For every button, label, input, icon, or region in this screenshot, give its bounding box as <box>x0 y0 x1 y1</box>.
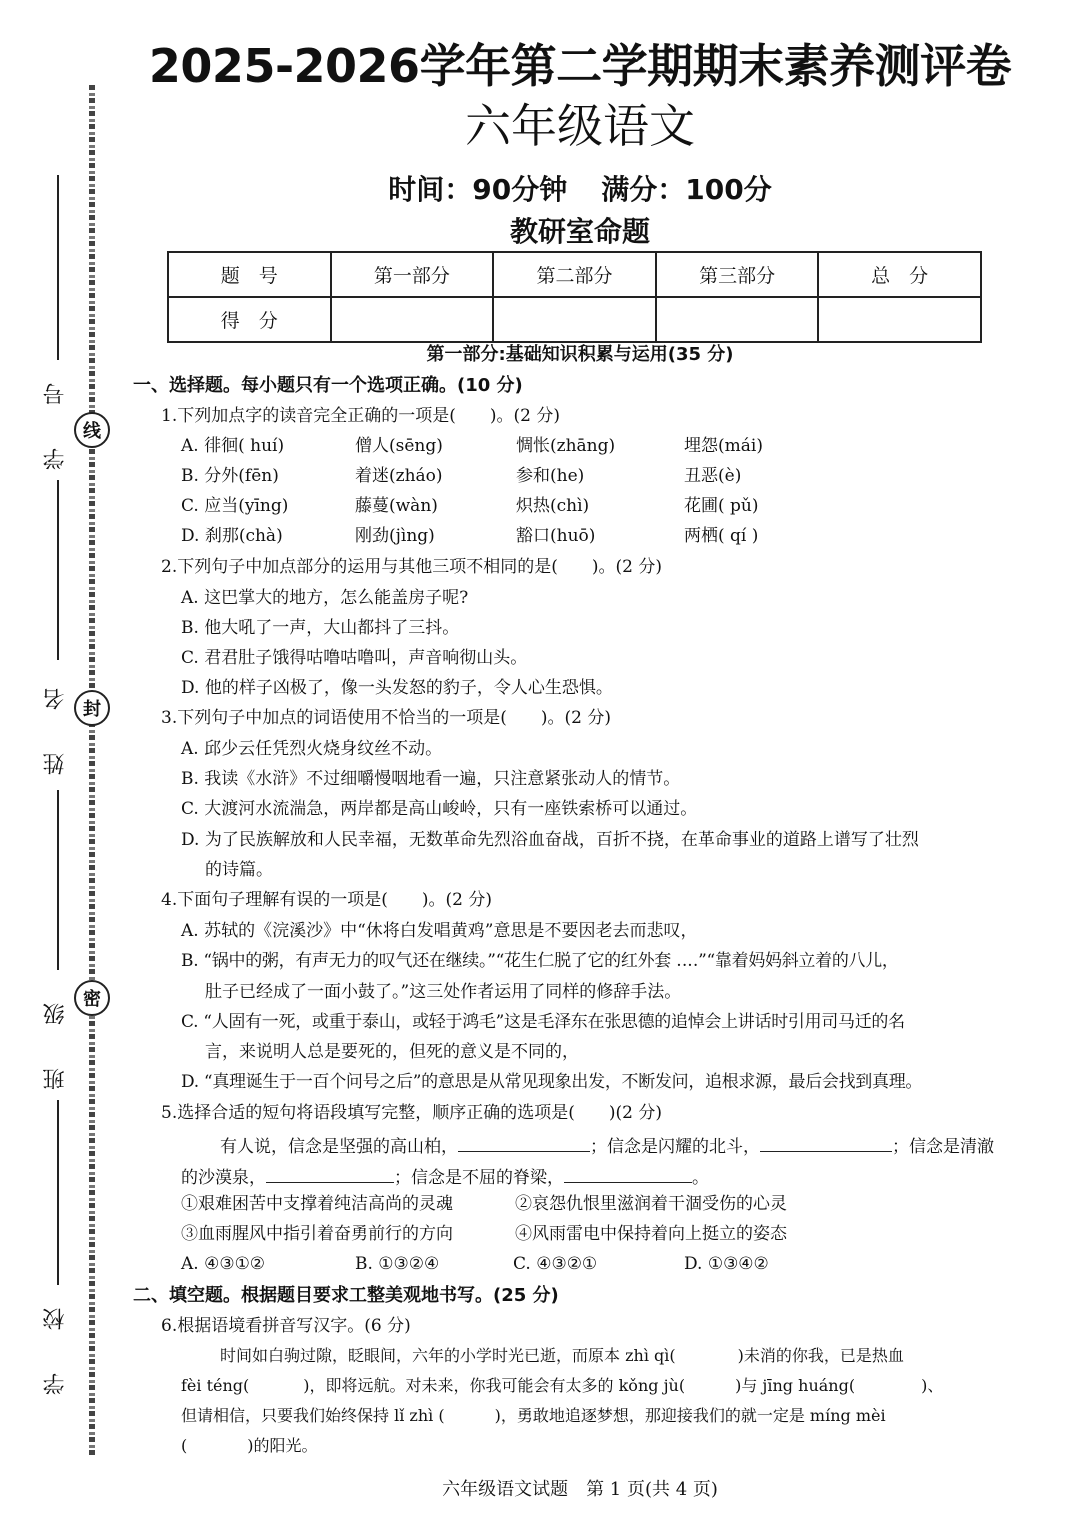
q5-blank[interactable] <box>760 1133 892 1152</box>
q6-line3 <box>181 1406 886 1425</box>
q6-stem: 6.根据语境看拼音写汉字。(6 分) <box>161 1316 411 1336</box>
q5-paragraph-line2 <box>181 1164 709 1188</box>
name-rule <box>57 480 59 660</box>
score-table <box>167 251 982 343</box>
score-input-cell[interactable] <box>818 297 981 342</box>
q4-stem: 4.下面句子理解有误的一项是( )。(2 分) <box>161 890 492 910</box>
score-input-cell[interactable] <box>493 297 656 342</box>
score-cell: 第二部分 <box>493 252 656 297</box>
q6-text: )，即将远航。对未来，你我可能会有太多的 kǒng jù( <box>303 1376 686 1395</box>
q6-text: )与 jīng huáng( <box>735 1376 856 1395</box>
seal-circle-line: 线 <box>74 412 110 448</box>
q6-text: ( <box>181 1436 188 1455</box>
score-cell: 得 分 <box>168 297 331 342</box>
class-label: 班 级 <box>43 985 68 1090</box>
name-label: 姓 名 <box>43 670 68 775</box>
q5-answer: D. ①③④② <box>684 1254 769 1274</box>
score-table-header-row <box>168 252 981 297</box>
q4-option: B. “锅中的粥，有声无力的叹气还在继续。”“花生仁脱了它的红外套 ‥‥”“靠着妈妈斜立着的八儿， <box>181 951 899 971</box>
q4-option-continued: 言，来说明人总是要死的，但死的意义是不同的， <box>205 1042 579 1062</box>
part1-title: 第一部分:基础知识积累与运用(35 分) <box>426 344 734 365</box>
q5-phrase: ②哀怨仇恨里滋润着干涸受伤的心灵 <box>515 1194 787 1214</box>
exam-title: 2025-2026学年第二学期期末素养测评卷 <box>148 39 1012 93</box>
q6-text: )、 <box>921 1376 944 1395</box>
q2-option: B. 他大吼了一声，大山都抖了三抖。 <box>181 618 460 638</box>
exam-meta <box>130 168 1030 208</box>
school-rule <box>57 1100 59 1285</box>
q3-option-continued: 的诗篇。 <box>205 860 273 880</box>
q1-option: 两栖( qí ) <box>684 526 759 546</box>
q6-line1 <box>220 1346 904 1365</box>
q1-option: B. 分外(fēn) <box>181 466 279 486</box>
q1-stem: 1.下列加点字的读音完全正确的一项是( )。(2 分) <box>161 406 560 426</box>
section1-title: 一、选择题。每小题只有一个选项正确。(10 分) <box>133 375 523 396</box>
q5-text: 。 <box>692 1168 709 1188</box>
student-id-label: 学 号 <box>43 365 68 470</box>
exam-full-score: 满分：100分 <box>601 173 772 206</box>
exam-subject: 六年级语文 <box>465 99 695 153</box>
q5-text: ；信念是不屈的脊梁， <box>394 1168 564 1188</box>
school-label: 学 校 <box>43 1290 68 1395</box>
section2-title: 二、填空题。根据题目要求工整美观地书写。(25 分) <box>133 1285 559 1306</box>
q3-option: B. 我读《水浒》不过细嚼慢咽地看一遍，只注意紧张动人的情节。 <box>181 769 681 789</box>
q1-option: D. 刹那(chà) <box>181 526 283 546</box>
q5-text: ；信念是闪耀的北斗， <box>590 1137 760 1157</box>
q1-option: 僧人(sēng) <box>355 436 443 456</box>
q1-option: 花圃( pǔ) <box>684 496 759 516</box>
student-id-rule <box>57 175 59 360</box>
q2-stem: 2.下列句子中加点部分的运用与其他三项不相同的是( )。(2 分) <box>161 557 662 577</box>
q6-line2 <box>181 1376 943 1395</box>
q2-option: C. 君君肚子饿得咕噜咕噜叫，声音响彻山头。 <box>181 648 528 668</box>
q5-answer: B. ①③②④ <box>355 1254 440 1274</box>
q6-line4 <box>181 1436 318 1455</box>
score-cell: 第一部分 <box>331 252 494 297</box>
q5-phrase: ③血雨腥风中指引着奋勇前行的方向 <box>181 1224 453 1244</box>
q2-option: A. 这巴掌大的地方，怎么能盖房子呢? <box>181 588 469 608</box>
q5-text: 的沙漠泉， <box>181 1168 266 1188</box>
q4-option: A. 苏轼的《浣溪沙》中“休将白发唱黄鸡”意思是不要因老去而悲叹， <box>181 921 698 941</box>
q6-text: )的阳光。 <box>247 1436 318 1455</box>
q3-option: A. 邱少云任凭烈火烧身纹丝不动。 <box>181 739 443 759</box>
class-rule <box>57 790 59 970</box>
score-cell: 总 分 <box>818 252 981 297</box>
q5-stem: 5.选择合适的短句将语段填写完整，顺序正确的选项是( )(2 分) <box>161 1103 662 1123</box>
binding-dashed-line <box>89 85 95 1455</box>
q2-option: D. 他的样子凶极了，像一头发怒的豹子，令人心生恐惧。 <box>181 678 613 698</box>
q3-stem: 3.下列句子中加点的词语使用不恰当的一项是( )。(2 分) <box>161 708 611 728</box>
score-input-cell[interactable] <box>656 297 819 342</box>
q5-blank[interactable] <box>266 1164 394 1183</box>
q5-phrase: ①艰难困苦中支撑着纯洁高尚的灵魂 <box>181 1194 453 1214</box>
binding-margin <box>0 0 130 1526</box>
q4-option-continued: 肚子已经成了一面小鼓了。”这三处作者运用了同样的修辞手法。 <box>205 982 682 1002</box>
q6-text: )，勇敢地追逐梦想，那迎接我们的就一定是 míng mèi <box>494 1406 886 1425</box>
q6-text: 但请相信，只要我们始终保持 lǐ zhì ( <box>181 1406 445 1425</box>
q1-option: 刚劲(jìng) <box>355 526 435 546</box>
q1-option: 丑恶(è) <box>684 466 742 486</box>
q1-option: 埋怨(mái) <box>684 436 763 456</box>
q5-answer: C. ④③②① <box>513 1254 598 1274</box>
q5-paragraph-line1 <box>220 1133 994 1157</box>
q5-blank[interactable] <box>564 1164 692 1183</box>
score-table-score-row <box>168 297 981 342</box>
exam-time: 时间：90分钟 <box>388 173 568 206</box>
q3-option: D. 为了民族解放和人民幸福，无数革命先烈浴血奋战，百折不挠，在革命事业的道路上谱写了壮烈 <box>181 830 919 850</box>
q5-text: 有人说，信念是坚强的高山柏， <box>220 1137 458 1157</box>
q1-option: 着迷(zháo) <box>355 466 443 486</box>
q5-text: ；信念是清澈 <box>892 1137 994 1157</box>
q6-text: fèi téng( <box>181 1376 250 1395</box>
score-cell: 题 号 <box>168 252 331 297</box>
q5-phrase: ④风雨雷电中保持着向上挺立的姿态 <box>515 1224 787 1244</box>
q1-option: 炽热(chì) <box>516 496 590 516</box>
q5-answer: A. ④③①② <box>181 1254 266 1274</box>
q6-text: )未消的你我，已是热血 <box>737 1346 904 1365</box>
q4-option: C. “人固有一死，或重于泰山，或轻于鸿毛”这是毛泽东在张思德的追悼会上讲话时引用司马迁的名 <box>181 1012 905 1032</box>
score-cell: 第三部分 <box>656 252 819 297</box>
score-input-cell[interactable] <box>331 297 494 342</box>
q1-option: 藤蔓(wàn) <box>355 496 438 516</box>
q1-option: 参和(he) <box>516 466 585 486</box>
q4-option: D. “真理诞生于一百个问号之后”的意思是从常见现象出发，不断发问，追根求源，最后会找到真理。 <box>181 1072 923 1092</box>
seal-circle-secret: 密 <box>74 980 110 1016</box>
seal-circle-seal: 封 <box>74 690 110 726</box>
q1-option: C. 应当(yīng) <box>181 496 289 516</box>
q1-option: 惆怅(zhāng) <box>516 436 616 456</box>
q6-text: 时间如白驹过隙，眨眼间，六年的小学时光已逝，而原本 zhì qì( <box>220 1346 676 1365</box>
q1-option: 豁口(huō) <box>516 526 596 546</box>
exam-author: 教研室命题 <box>509 215 650 248</box>
q5-blank[interactable] <box>458 1133 590 1152</box>
page-footer: 六年级语文试题 第 1 页(共 4 页) <box>442 1479 718 1500</box>
q1-option: A. 徘徊( huí) <box>181 436 285 456</box>
q3-option: C. 大渡河水流湍急，两岸都是高山峻岭，只有一座铁索桥可以通过。 <box>181 799 698 819</box>
